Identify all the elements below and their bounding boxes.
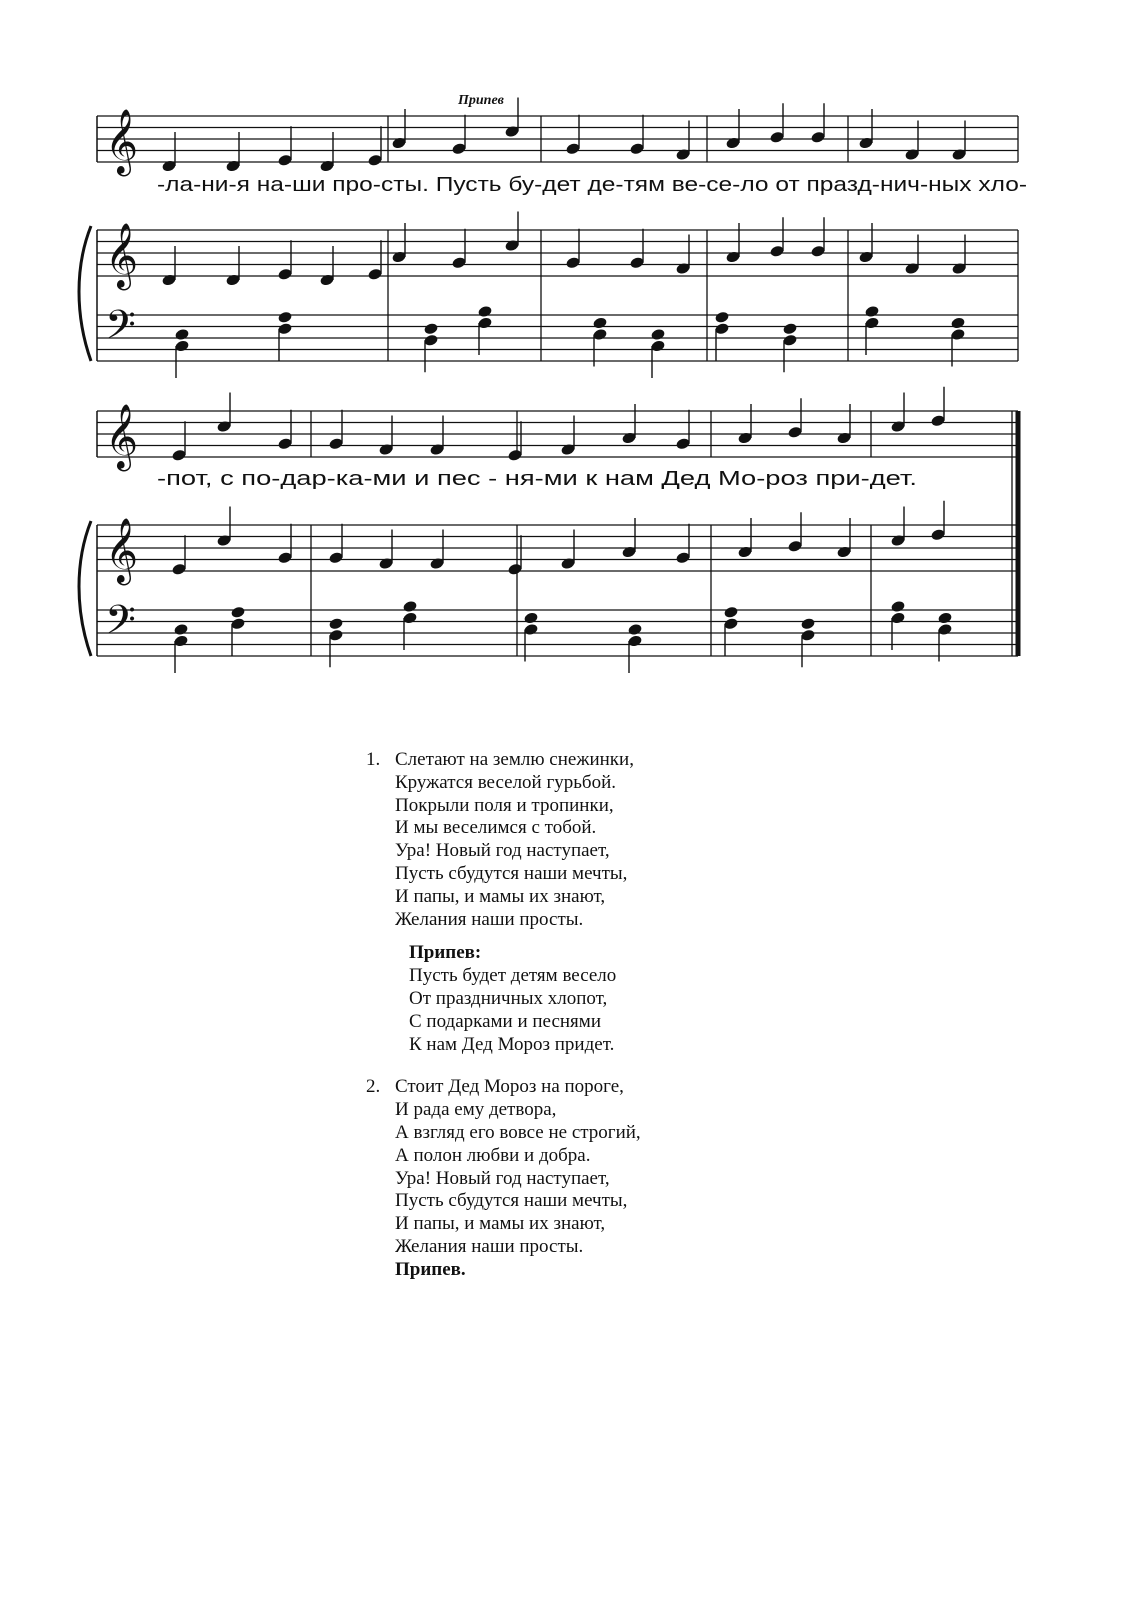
- note-head: [174, 328, 189, 341]
- verse-line: Ура! Новый год наступает,: [395, 1167, 610, 1189]
- verse-number: 1.: [366, 749, 381, 770]
- verse-line: Желания наши просты.: [395, 908, 584, 930]
- note-head: [328, 617, 343, 630]
- sheet-music-score: [0, 0, 1132, 700]
- note-head: [627, 623, 642, 636]
- verse-line: И рада ему детвора,: [395, 1099, 557, 1121]
- staves: [97, 116, 1018, 656]
- note-head: [937, 611, 952, 624]
- refrain-reference: Припев.: [395, 1258, 466, 1280]
- chorus-line: Пусть будет детям весело: [409, 965, 617, 987]
- note-head: [714, 311, 729, 324]
- note-head: [477, 305, 492, 318]
- chorus: [366, 942, 786, 1056]
- chorus-line: К нам Дед Мороз придет.: [409, 1033, 615, 1055]
- chorus-line: От праздничных хлопот,: [409, 987, 608, 1009]
- verse-line: И папы, и мамы их знают,: [395, 885, 606, 907]
- note-head: [782, 322, 797, 335]
- note-head: [723, 606, 738, 619]
- verse-line: Ура! Новый год наступает,: [395, 840, 610, 862]
- note-head: [650, 328, 665, 341]
- note-head: [592, 316, 607, 329]
- verse-line: Пусть сбудутся наши мечты,: [395, 862, 628, 884]
- verse-line: И папы, и мамы их знают,: [395, 1213, 606, 1235]
- refrain-marker: Припев: [458, 93, 504, 108]
- note-head: [523, 611, 538, 624]
- note-head: [173, 623, 188, 636]
- verse-number: 2.: [366, 1076, 381, 1098]
- verse-2: [366, 1076, 786, 1281]
- verse-line: Слетают на землю снежинки,: [395, 749, 634, 770]
- bass-clef-icon: 𝄢: [105, 302, 136, 358]
- note-head: [277, 311, 292, 324]
- verse-line: Желания наши просты.: [395, 1235, 584, 1257]
- treble-clef-icon: 𝄞: [105, 404, 139, 469]
- note-head: [890, 600, 905, 613]
- note-head: [800, 617, 815, 630]
- treble-clef-icon: 𝄞: [105, 109, 139, 174]
- chorus-title: Припев:: [409, 942, 482, 964]
- verse-line: А взгляд его вовсе не строгий,: [395, 1121, 641, 1143]
- piano-brace: [79, 226, 91, 361]
- lyrics-line-1: -ла-ни-я на-ши про-сты. Пусть бу-дет де-тям ве-се-ло от празд-нич-ных хло-: [157, 174, 1027, 196]
- note-head: [230, 606, 245, 619]
- note-head: [423, 322, 438, 335]
- note-head: [864, 305, 879, 318]
- bass-clef-icon: 𝄢: [105, 597, 136, 653]
- note-head: [402, 600, 417, 613]
- verse-1: [366, 749, 786, 931]
- verse-line: Пусть сбудутся наши мечты,: [395, 1190, 628, 1212]
- note-head: [950, 316, 965, 329]
- verse-line: А полон любви и добра.: [395, 1144, 591, 1166]
- verse-line: Покрыли поля и тропинки,: [395, 794, 614, 816]
- verse-line: Стоит Дед Мороз на пороге,: [395, 1076, 624, 1098]
- piano-brace: [79, 521, 91, 656]
- treble-clef-icon: 𝄞: [105, 223, 139, 288]
- song-text: [366, 749, 786, 1282]
- verse-line: Кружатся веселой гурьбой.: [395, 771, 617, 793]
- treble-clef-icon: 𝄞: [105, 518, 139, 583]
- chorus-line: С подарками и песнями: [409, 1010, 601, 1032]
- verse-line: И мы веселимся с тобой.: [395, 817, 597, 839]
- lyrics-line-2: -пот, с по-дар-ка-ми и пес - ня-ми к нам Дед Мо-роз при-дет.: [157, 468, 917, 490]
